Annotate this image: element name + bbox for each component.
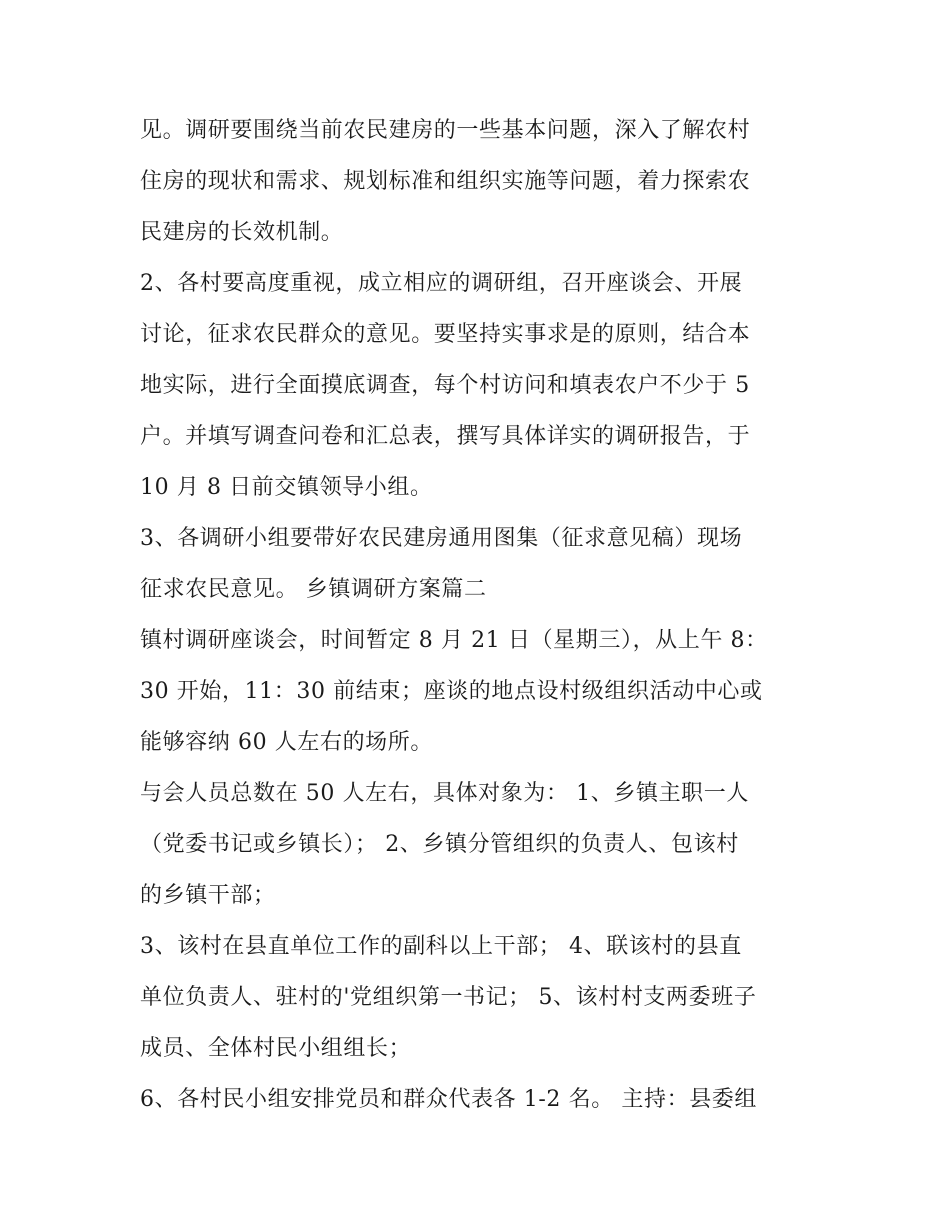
text-line: 地实际，进行全面摸底调查，每个村访问和填表农户不少于 5 bbox=[140, 373, 750, 398]
text-line: 的乡镇干部； bbox=[140, 883, 276, 908]
text-line: （党委书记或乡镇长）； 2、乡镇分管组织的负责人、包该村 bbox=[140, 832, 739, 857]
text-line: 户。并填写调查问卷和汇总表，撰写具体详实的调研报告，于 bbox=[140, 424, 751, 449]
document-body bbox=[140, 105, 820, 1125]
text-line: 2、各村要高度重视，成立相应的调研组，召开座谈会、开展 bbox=[140, 271, 743, 296]
text-line: 与会人员总数在 50 人左右，具体对象为： 1、乡镇主职一人 bbox=[140, 781, 749, 806]
text-line: 3、该村在县直单位工作的副科以上干部； 4、联该村的县直 bbox=[140, 934, 742, 959]
text-line: 民建房的长效机制。 bbox=[140, 220, 344, 245]
text-line: 3、各调研小组要带好农民建房通用图集（征求意见稿）现场 bbox=[140, 526, 743, 551]
text-line: 单位负责人、驻村的'党组织第一书记； 5、该村村支两委班子 bbox=[140, 985, 757, 1010]
text-line: 讨论，征求农民群众的意见。要坚持实事求是的原则，结合本 bbox=[140, 322, 751, 347]
text-line: 征求农民意见。 乡镇调研方案篇二 bbox=[140, 577, 487, 602]
text-line: 6、各村民小组安排党员和群众代表各 1-2 名。 主持：县委组 bbox=[140, 1087, 758, 1112]
text-line: 10 月 8 日前交镇领导小组。 bbox=[140, 475, 433, 500]
text-line: 住房的现状和需求、规划标准和组织实施等问题，着力探索农 bbox=[140, 169, 751, 194]
text-line: 见。调研要围绕当前农民建房的一些基本问题，深入了解农村 bbox=[140, 118, 751, 143]
text-line: 成员、全体村民小组组长； bbox=[140, 1036, 412, 1061]
text-line: 能够容纳 60 人左右的场所。 bbox=[140, 730, 433, 755]
text-line: 30 开始，11：30 前结束；座谈的地点设村级组织活动中心或 bbox=[140, 679, 763, 704]
text-line: 镇村调研座谈会，时间暂定 8 月 21 日（星期三），从上午 8： bbox=[140, 628, 768, 653]
